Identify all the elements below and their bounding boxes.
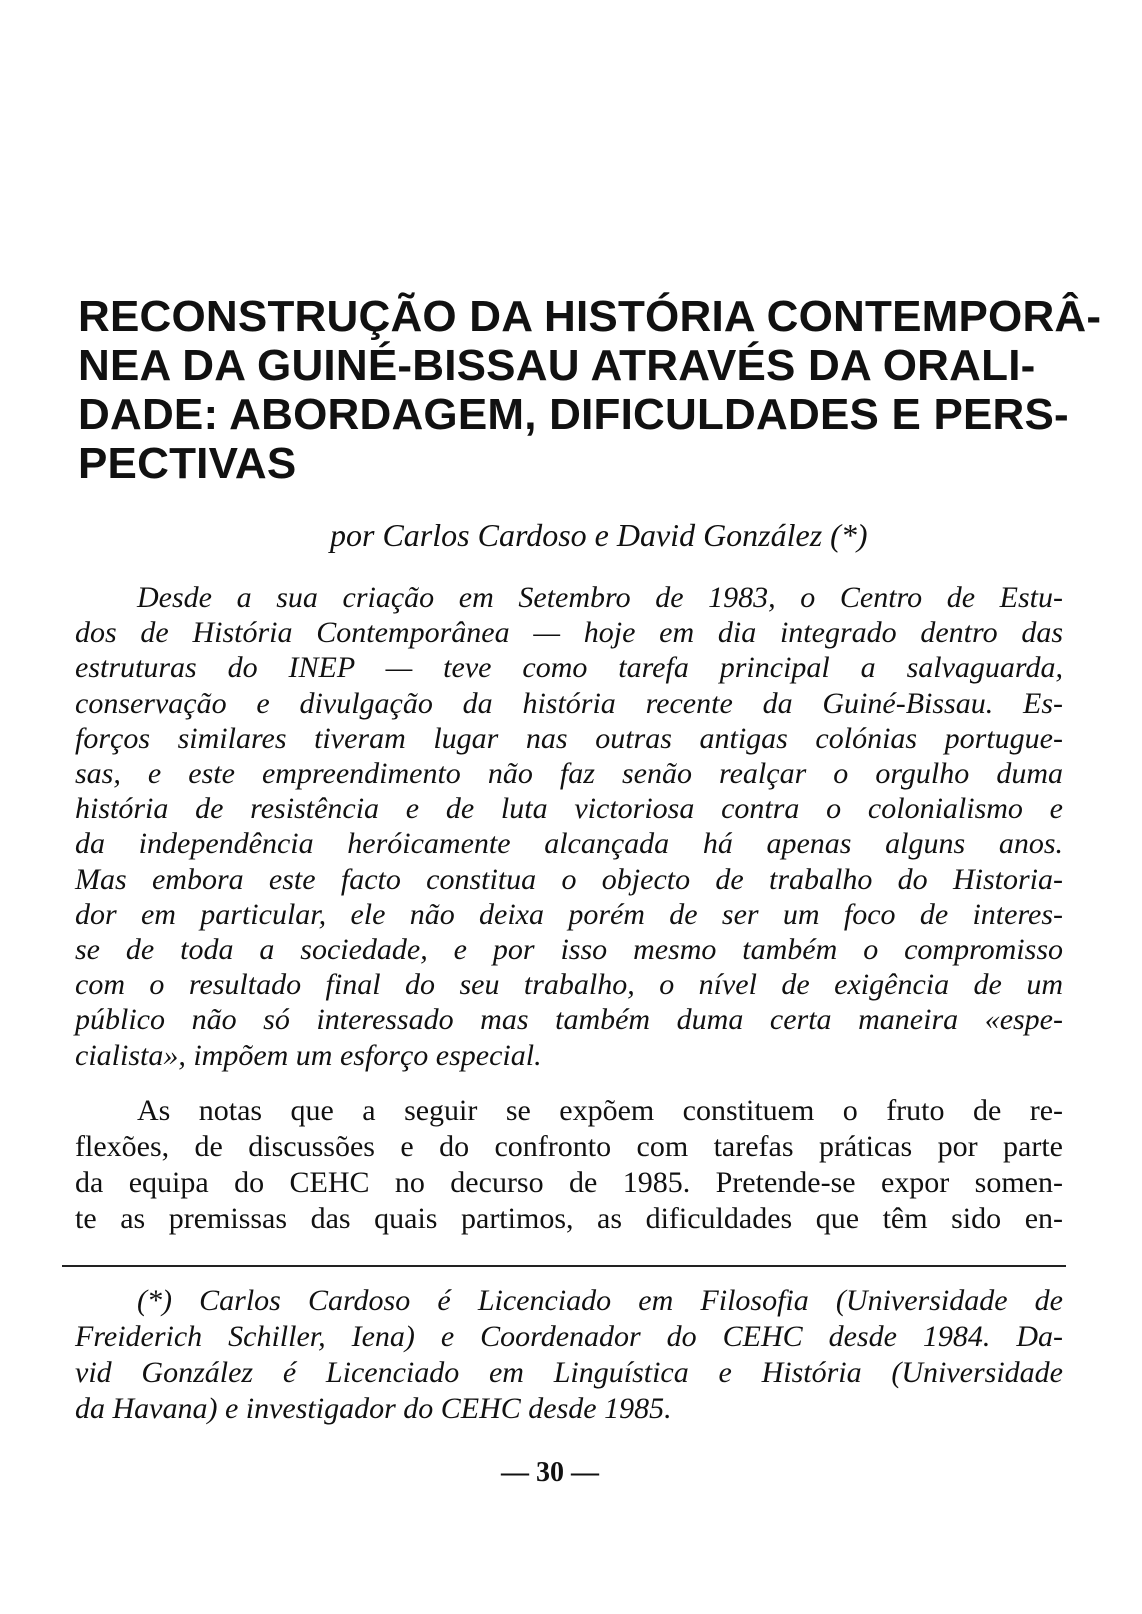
title-line: PECTIVAS xyxy=(78,439,297,488)
footnote-line: Freiderich Schiller, Iena) e Coordenador do CEHC desde 1984. Da- xyxy=(75,1320,1063,1353)
abstract-paragraph xyxy=(75,580,1063,1073)
title-line: DADE: ABORDAGEM, DIFICULDADES E PERS- xyxy=(78,390,1069,439)
article-title xyxy=(78,292,1102,488)
body-line: As notas que a seguir se expõem constituem o fruto de re- xyxy=(137,1094,1063,1127)
footnote-line: (*) Carlos Cardoso é Licenciado em Filosofia (Universidade de xyxy=(137,1284,1063,1317)
abstract-line: da independência heróicamente alcançada há apenas alguns anos. xyxy=(75,827,1063,861)
abstract-line: se de toda a sociedade, e por isso mesmo também o compromisso xyxy=(75,933,1063,967)
footnote-line: vid González é Licenciado em Linguística e História (Universidade xyxy=(75,1356,1063,1389)
body-line: da equipa do CEHC no decurso de 1985. Pretende-se expor somen- xyxy=(75,1166,1063,1199)
abstract-line: com o resultado final do seu trabalho, o nível de exigência de um xyxy=(75,968,1063,1002)
author-footnote xyxy=(75,1283,1063,1427)
abstract-line: estruturas do INEP — teve como tarefa principal a salvaguarda, xyxy=(75,651,1063,685)
abstract-line: dos de História Contemporânea — hoje em dia integrado dentro das xyxy=(75,616,1063,650)
body-line: flexões, de discussões e do confronto com tarefas práticas por parte xyxy=(75,1130,1063,1163)
abstract-line: dor em particular, ele não deixa porém de ser um foco de interes- xyxy=(75,897,1063,931)
body-paragraph xyxy=(75,1093,1063,1237)
title-line: RECONSTRUÇÃO DA HISTÓRIA CONTEMPORÂ- xyxy=(78,292,1102,341)
author-byline: por Carlos Cardoso e David González (*) xyxy=(330,517,868,553)
footnote-divider xyxy=(62,1265,1066,1267)
body-line: te as premissas das quais partimos, as dificuldades que têm sido en- xyxy=(75,1202,1063,1235)
page-number: — 30 — xyxy=(501,1457,599,1488)
abstract-line: cialista», impõem um esforço especial. xyxy=(75,1038,542,1072)
footnote-line: da Havana) e investigador do CEHC desde 1985. xyxy=(75,1392,672,1425)
abstract-line: público não só interessado mas também duma certa maneira «espe- xyxy=(75,1003,1063,1037)
abstract-line: forços similares tiveram lugar nas outras antigas colónias portugue- xyxy=(75,721,1063,755)
abstract-line: história de resistência e de luta victoriosa contra o colonialismo e xyxy=(75,792,1063,826)
abstract-line: sas, e este empreendimento não faz senão realçar o orgulho duma xyxy=(75,757,1063,791)
abstract-line: Mas embora este facto constitua o objecto de trabalho do Historia- xyxy=(75,862,1063,896)
abstract-line: Desde a sua criação em Setembro de 1983, o Centro de Estu- xyxy=(137,581,1063,614)
title-line: NEA DA GUINÉ-BISSAU ATRAVÉS DA ORALI- xyxy=(78,341,1036,390)
abstract-line: conservação e divulgação da história recente da Guiné-Bissau. Es- xyxy=(75,686,1063,720)
